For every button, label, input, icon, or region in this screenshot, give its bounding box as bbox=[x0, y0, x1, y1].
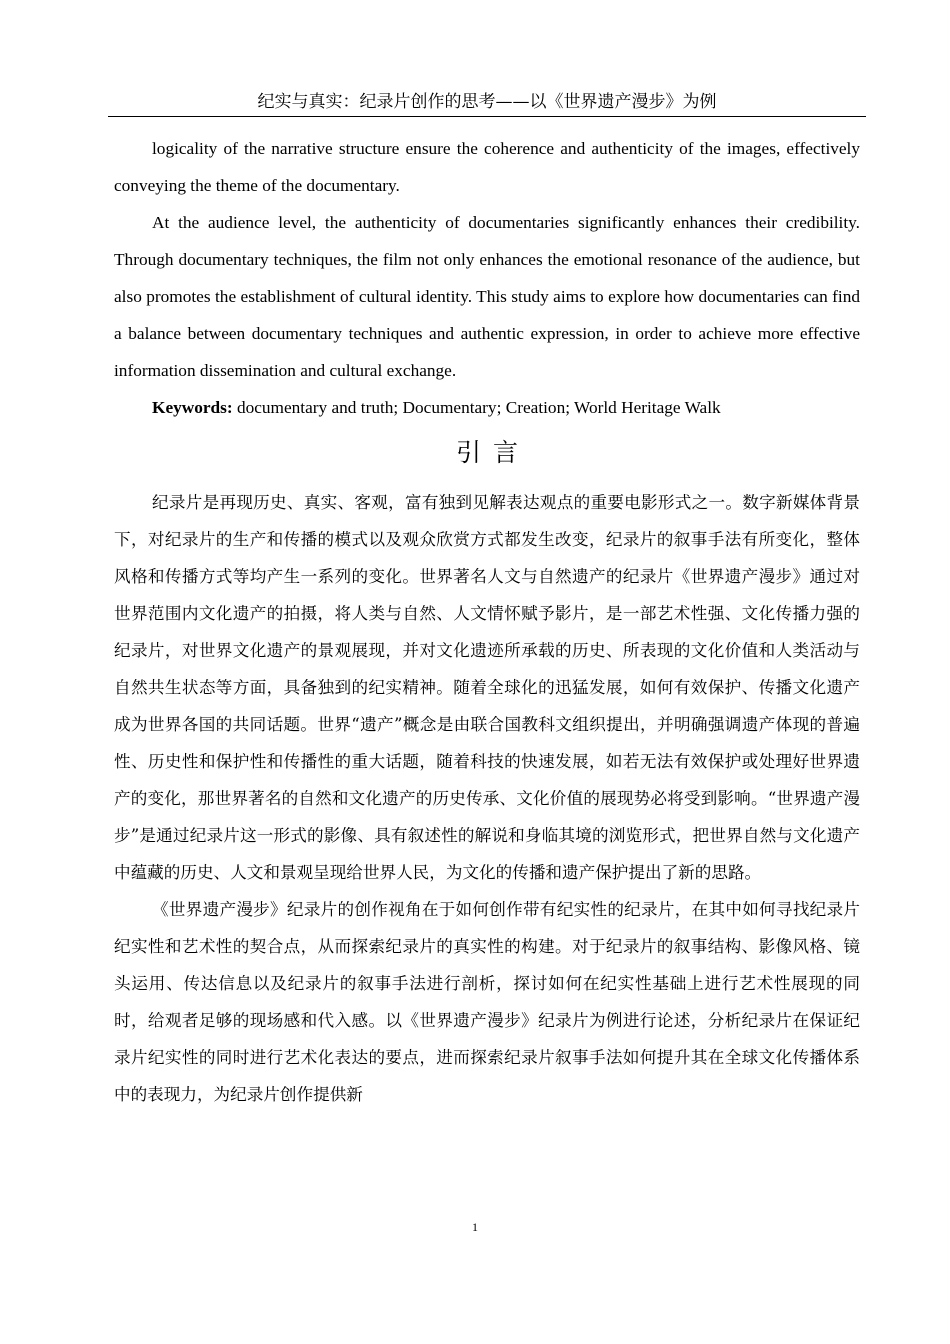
abstract-paragraph: At the audience level, the authenticity of documentaries significantly enhances their credibility. Through documentary techniques, the film not only enhances the emotional resonance of the audience, but also promotes the establishment of cultural identity. This study aims to explore how documentaries can find a balance between documentary techniques and authentic expression, in order to achieve more effective information dissemination and cultural exchange. bbox=[114, 213, 860, 380]
keywords-label: Keywords: bbox=[152, 398, 233, 417]
body-paragraph: 《世界遗产漫步》纪录片的创作视角在于如何创作带有纪实性的纪录片，在其中如何寻找纪录片纪实性和艺术性的契合点，从而探索纪录片的真实性的构建。对于纪录片的叙事结构、影像风格、镜头运用、传达信息以及纪录片的叙事手法进行剖析，探讨如何在纪实性基础上进行艺术性展现的同时，给观者足够的现场感和代入感。以《世界遗产漫步》纪录片为例进行论述，分析纪录片在保证纪录片纪实性的同时进行艺术化表达的要点，进而探索纪录片叙事手法如何提升其在全球文化传播体系中的表现力，为纪录片创作提供新 bbox=[114, 900, 860, 1104]
page-body bbox=[114, 130, 860, 1113]
abstract-paragraph: logicality of the narrative structure ensure the coherence and authenticity of the images, effectively conveying the theme of the documentary. bbox=[114, 139, 860, 195]
body-paragraph: 纪录片是再现历史、真实、客观，富有独到见解表达观点的重要电影形式之一。数字新媒体背景下，对纪录片的生产和传播的模式以及观众欣赏方式都发生改变，纪录片的叙事手法有所变化，整体风格和传播方式等均产生一系列的变化。世界著名人文与自然遗产的纪录片《世界遗产漫步》通过对世界范围内文化遗产的拍摄，将人类与自然、人文情怀赋予影片，是一部艺术性强、文化传播力强的纪录片，对世界文化遗产的景观展现，并对文化遗迹所承载的历史、所表现的文化价值和人类活动与自然共生状态等方面，具备独到的纪实精神。随着全球化的迅猛发展，如何有效保护、传播文化遗产成为世界各国的共同话题。世界“遗产”概念是由联合国教科文组织提出，并明确强调遗产体现的普遍性、历史性和保护性和传播性的重大话题，随着科技的快速发展，如若无法有效保护或处理好世界遗产的变化，那世界著名的自然和文化遗产的历史传承、文化价值的展现势必将受到影响。“世界遗产漫步”是通过纪录片这一形式的影像、具有叙述性的解说和身临其境的浏览形式，把世界自然与文化遗产中蕴藏的历史、人文和景观呈现给世界人民，为文化的传播和遗产保护提出了新的思路。 bbox=[114, 493, 860, 882]
page-number: 1 bbox=[472, 1220, 478, 1234]
keywords-text: documentary and truth; Documentary; Creation; World Heritage Walk bbox=[232, 398, 721, 417]
section-heading-introduction: 引言 bbox=[455, 438, 530, 467]
running-header-title: 纪实与真实：纪录片创作的思考——以《世界遗产漫步》为例 bbox=[257, 92, 717, 112]
keywords-line bbox=[114, 389, 860, 426]
header-divider bbox=[108, 116, 866, 117]
